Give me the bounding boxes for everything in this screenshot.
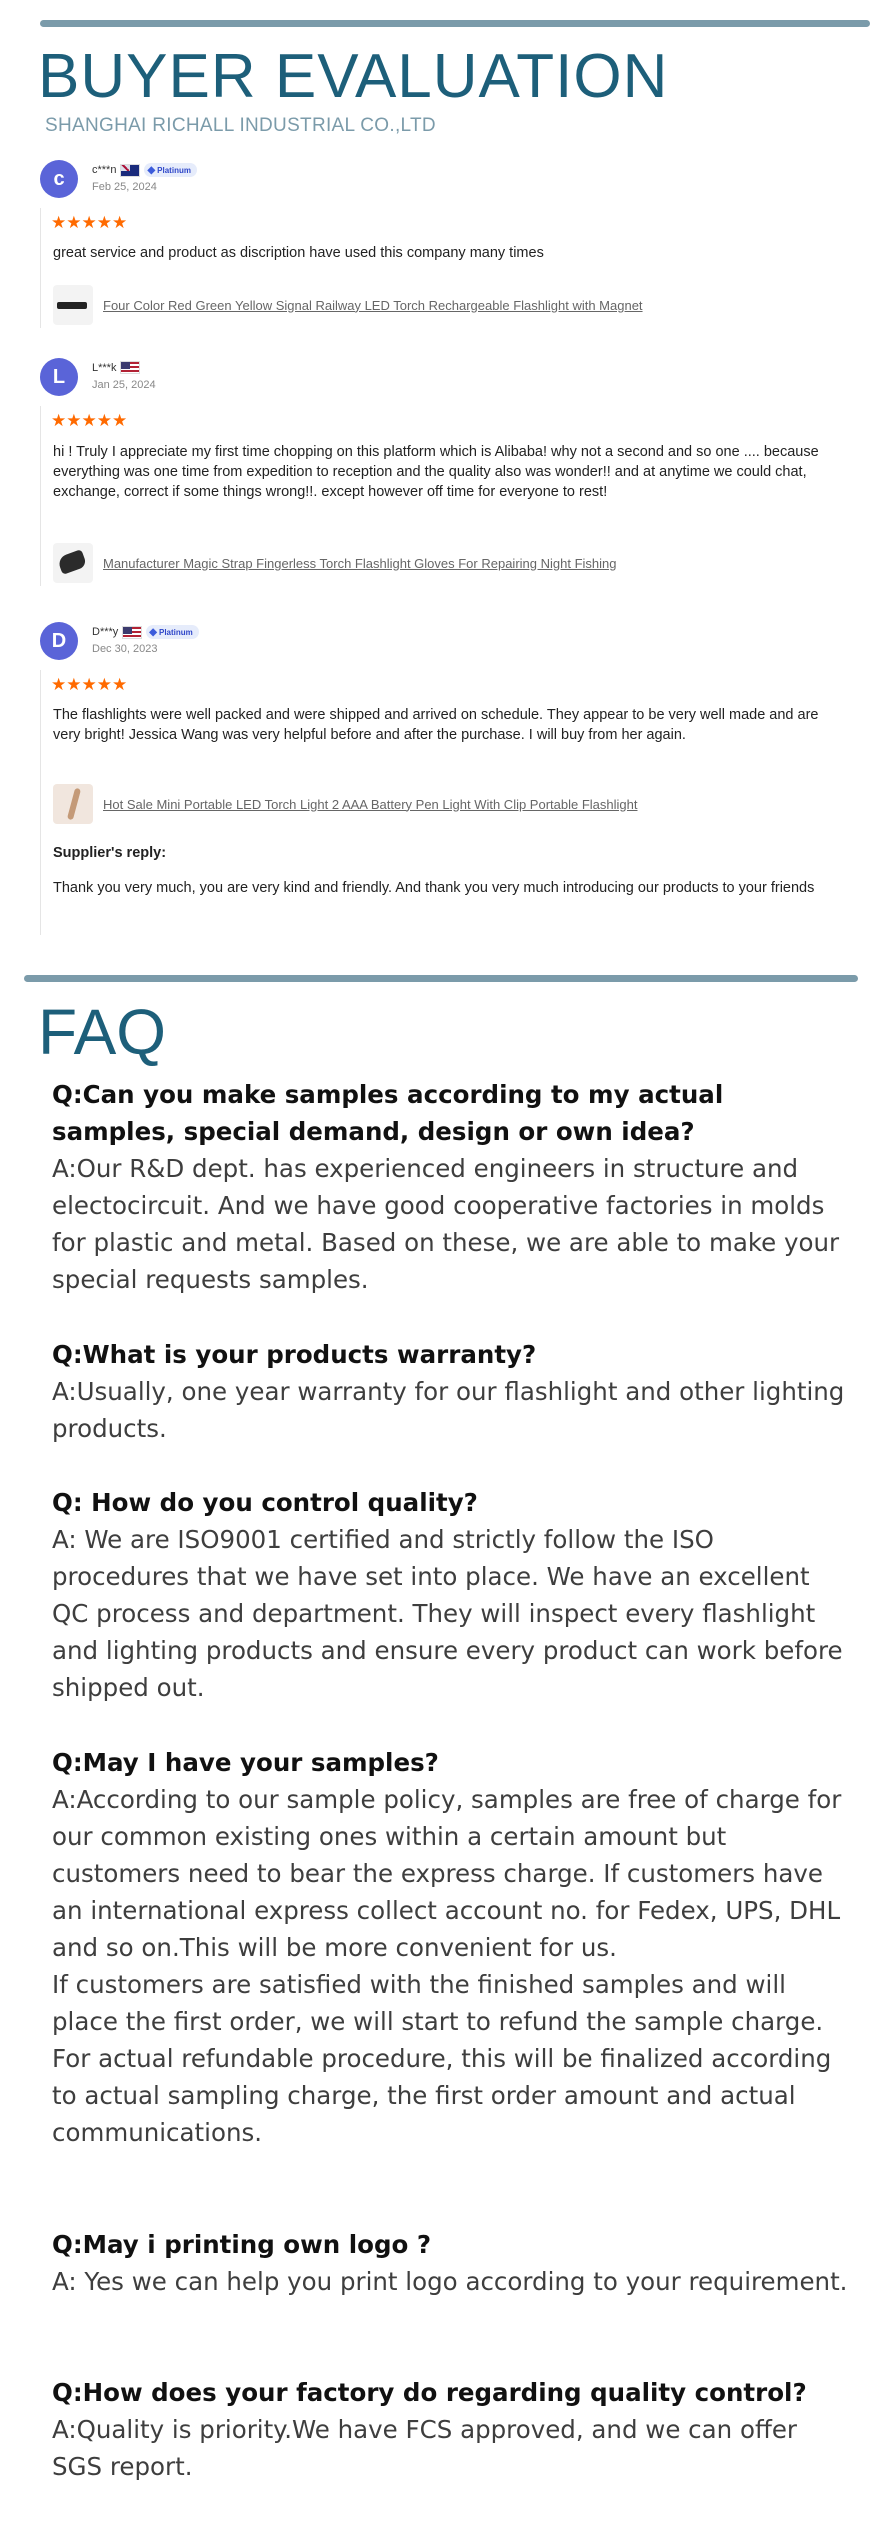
faq-answer: For actual refundable procedure, this will be finalized according to actual sampling charge, the first order amount and actual communications. <box>52 2044 832 2147</box>
faq-question: Q:What is your products warranty? <box>52 1340 537 1369</box>
avatar: c <box>40 160 78 198</box>
diamond-icon: ◆ <box>147 164 156 176</box>
product-link[interactable]: Manufacturer Magic Strap Fingerless Torch Flashlight Gloves For Repairing Night Fishing <box>103 555 617 571</box>
reviewer-name-text: L***k <box>92 361 117 374</box>
reviewer-name <box>92 625 199 639</box>
faq-title: FAQ <box>38 996 167 1068</box>
product-link-row[interactable] <box>53 784 637 824</box>
reviewer-name-text: c***n <box>92 164 117 176</box>
product-link[interactable]: Four Color Red Green Yellow Signal Railway LED Torch Rechargeable Flashlight with Magnet <box>103 297 643 313</box>
review-card <box>40 358 840 588</box>
supplier-reply-text: Thank you very much, you are very kind and friendly. And thank you very much introducing our products to your friends <box>53 880 815 896</box>
faq-answer: If customers are satisfied with the finished samples and will place the first order, we will start to refund the sample charge. <box>52 1970 824 2036</box>
faq-question: Q:May i printing own logo ? <box>52 2230 432 2259</box>
page-title: BUYER EVALUATION <box>38 42 669 111</box>
faq-question: Q:How does your factory do regarding quality control? <box>52 2378 807 2407</box>
review-date: Dec 30, 2023 <box>92 643 158 655</box>
faq-answer: A:Quality is priority.We have FCS approved, and we can offer SGS report. <box>52 2415 798 2481</box>
faq-answer: A:According to our sample policy, samples are free of charge for our common existing ones within a certain amount but customers need to bear the express charge. If customers have an international express collect account no. for Fedex, UPS, DHL and so on.This will be more convenient for us. <box>52 1785 842 1962</box>
company-name: SHANGHAI RICHALL INDUSTRIAL CO.,LTD <box>45 115 436 136</box>
faq-item <box>52 1484 852 1706</box>
product-thumbnail[interactable] <box>53 543 93 583</box>
faq-question: Q:May I have your samples? <box>52 1748 439 1777</box>
avatar: L <box>40 358 78 396</box>
review-card <box>40 160 840 330</box>
product-thumbnail[interactable] <box>53 285 93 325</box>
badge-label: Platinum <box>157 165 191 175</box>
faq-item <box>52 2226 852 2300</box>
reviewer-name <box>92 361 140 374</box>
review-text: great service and product as discription have used this company many times <box>53 245 544 261</box>
faq-answer: A: Yes we can help you print logo according to your requirement. <box>52 2267 848 2296</box>
section-divider <box>24 975 858 982</box>
star-rating: ★★★★★ <box>51 213 128 232</box>
top-divider <box>40 20 870 27</box>
star-rating: ★★★★★ <box>51 411 128 430</box>
faq-item <box>52 1336 852 1447</box>
review-card <box>40 622 840 937</box>
star-rating: ★★★★★ <box>51 675 128 694</box>
us-flag-icon <box>122 626 142 639</box>
faq-answer: A: We are ISO9001 certified and strictly follow the ISO procedures that we have set into place. We have an excellent QC process and department. They will inspect every flashlight and lighting products and ensure every product can work before shipped out. <box>52 1525 843 1702</box>
product-link[interactable]: Hot Sale Mini Portable LED Torch Light 2 AAA Battery Pen Light With Clip Portable Flashlight <box>103 796 638 812</box>
badge-label: Platinum <box>159 627 193 637</box>
product-thumbnail[interactable] <box>53 784 93 824</box>
product-link-row[interactable] <box>53 543 616 583</box>
au-flag-icon <box>120 164 140 177</box>
review-text: The flashlights were well packed and were shipped and arrived on schedule. They appear to be very well made and are very bright! Jessica Wang was very helpful before and after the purchase. I will buy from her again. <box>53 707 819 743</box>
review-body <box>40 670 840 935</box>
faq-answer: A:Usually, one year warranty for our flashlight and other lighting products. <box>52 1377 845 1443</box>
reviewer-name <box>92 163 197 177</box>
platinum-badge <box>144 163 196 177</box>
faq-item <box>52 2374 852 2485</box>
review-text: hi ! Truly I appreciate my first time chopping on this platform which is Alibaba! why not a second and so one .... because everything was one time from expedition to reception and the quality also was wonder!! and at anytime we could chat, exchange, correct if some things wrong!!. except however off time for everyone to rest! <box>53 444 819 500</box>
avatar: D <box>40 622 78 660</box>
faq-question: Q:Can you make samples according to my actual samples, special demand, design or own idea? <box>52 1080 724 1146</box>
review-date: Jan 25, 2024 <box>92 379 156 391</box>
diamond-icon: ◆ <box>149 626 157 638</box>
review-body <box>40 406 840 586</box>
product-link-row[interactable] <box>53 285 643 325</box>
us-flag-icon <box>120 361 140 374</box>
faq-item <box>52 1076 852 1298</box>
platinum-badge <box>146 625 198 639</box>
review-date: Feb 25, 2024 <box>92 181 157 193</box>
faq-question: Q: How do you control quality? <box>52 1488 478 1517</box>
review-body <box>40 208 840 328</box>
faq-item <box>52 1744 852 2151</box>
reviewer-name-text: D***y <box>92 626 119 638</box>
supplier-reply-title: Supplier's reply: <box>53 845 167 861</box>
faq-answer: A:Our R&D dept. has experienced engineers in structure and electocircuit. And we have good cooperative factories in molds for plastic and metal. Based on these, we are able to make your special requests samples. <box>52 1154 840 1294</box>
